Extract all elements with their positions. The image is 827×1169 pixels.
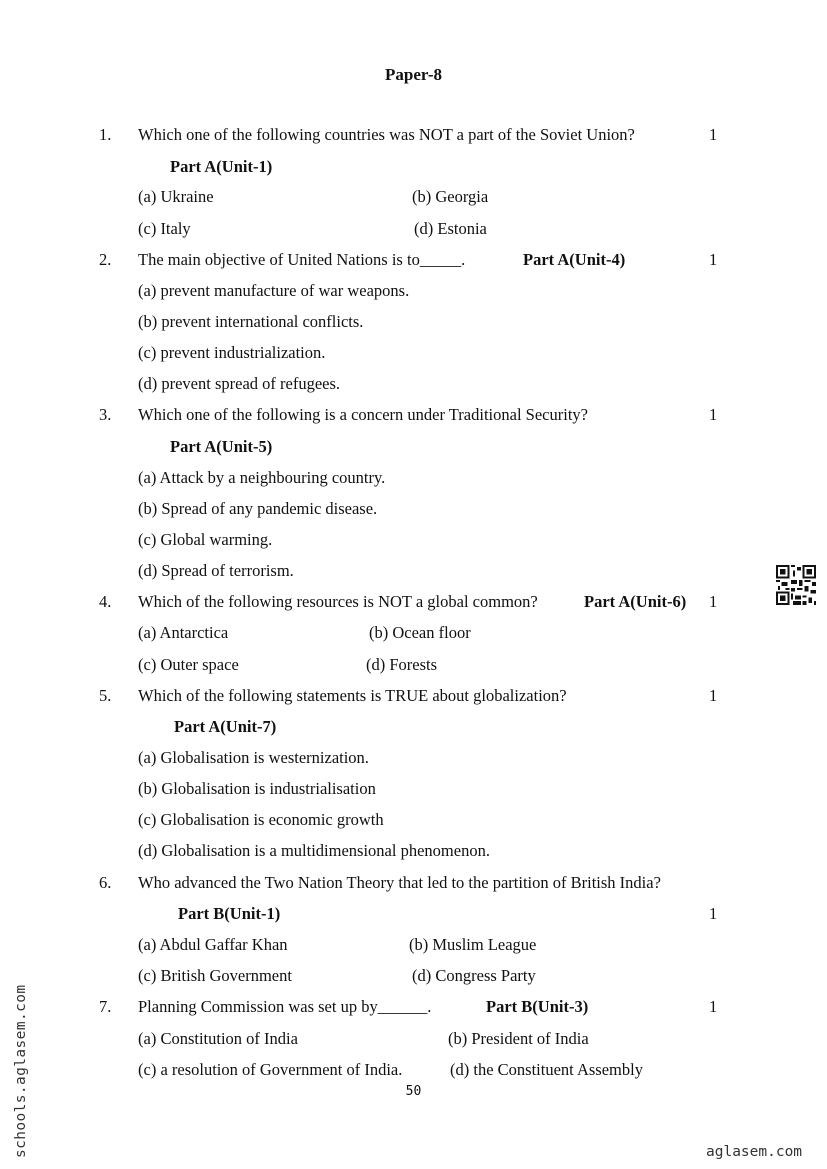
question-part: Part B(Unit-3) <box>486 997 589 1016</box>
question-text: Which of the following statements is TRUE about globalization? <box>138 686 567 705</box>
question-number: 7. <box>99 997 112 1016</box>
option-d: (d) Congress Party <box>412 966 536 985</box>
option-d: (d) Forests <box>366 655 438 674</box>
qr-code-icon <box>776 565 816 605</box>
question-number: 5. <box>99 686 112 705</box>
question-part: Part A(Unit-7) <box>174 717 277 736</box>
question-number: 4. <box>99 592 112 611</box>
option-a: (a) Abdul Gaffar Khan <box>138 935 288 954</box>
question-text: Which one of the following countries was NOT a part of the Soviet Union? <box>138 125 635 144</box>
question-marks: 1 <box>709 405 718 424</box>
option-a: (a) Antarctica <box>138 623 229 642</box>
option-b: (b) Georgia <box>412 187 489 206</box>
question-text: Which of the following resources is NOT a global common? <box>138 592 538 611</box>
option-b: (b) prevent international conflicts. <box>138 312 364 331</box>
question-number: 1. <box>99 125 112 144</box>
question-part: Part B(Unit-1) <box>178 904 281 923</box>
question-number: 3. <box>99 405 112 424</box>
option-c: (c) British Government <box>138 966 292 985</box>
question-number: 2. <box>99 250 112 269</box>
option-a: (a) Constitution of India <box>138 1029 298 1048</box>
option-d: (d) Globalisation is a multidimensional phenomenon. <box>138 841 490 860</box>
option-b: (b) Ocean floor <box>369 623 471 642</box>
option-a: (a) Ukraine <box>138 187 214 206</box>
option-b: (b) Muslim League <box>409 935 537 954</box>
option-d: (d) the Constituent Assembly <box>450 1060 643 1079</box>
option-b: (b) Spread of any pandemic disease. <box>138 499 378 518</box>
question-text: The main objective of United Nations is to_____. <box>138 250 466 269</box>
question-part: Part A(Unit-5) <box>170 437 273 456</box>
question-part: Part A(Unit-6) <box>584 592 687 611</box>
question-marks: 1 <box>709 592 718 611</box>
option-c: (c) a resolution of Government of India. <box>138 1060 403 1079</box>
page-title: Paper-8 <box>385 65 442 84</box>
question-marks: 1 <box>709 125 718 144</box>
option-a: (a) Globalisation is westernization. <box>138 748 369 767</box>
option-c: (c) prevent industrialization. <box>138 343 326 362</box>
question-text: Who advanced the Two Nation Theory that led to the partition of British India? <box>138 873 661 892</box>
option-c: (c) Global warming. <box>138 530 273 549</box>
question-marks: 1 <box>709 250 718 269</box>
question-marks: 1 <box>709 686 718 705</box>
page-number: 50 <box>405 1084 422 1099</box>
question-part: Part A(Unit-1) <box>170 157 273 176</box>
question-part: Part A(Unit-4) <box>523 250 626 269</box>
option-d: (d) Estonia <box>414 219 487 238</box>
option-a: (a) Attack by a neighbouring country. <box>138 468 386 487</box>
question-marks: 1 <box>709 904 718 923</box>
question-text: Which one of the following is a concern under Traditional Security? <box>138 405 588 424</box>
option-d: (d) prevent spread of refugees. <box>138 374 341 393</box>
option-c: (c) Italy <box>138 219 191 238</box>
option-d: (d) Spread of terrorism. <box>138 561 294 580</box>
option-c: (c) Globalisation is economic growth <box>138 810 384 829</box>
option-c: (c) Outer space <box>138 655 239 674</box>
side-watermark: schools.aglasem.com <box>13 984 29 1158</box>
question-text: Planning Commission was set up by______. <box>138 997 432 1016</box>
question-marks: 1 <box>709 997 718 1016</box>
option-a: (a) prevent manufacture of war weapons. <box>138 281 410 300</box>
bottom-watermark: aglasem.com <box>706 1144 803 1160</box>
question-number: 6. <box>99 873 112 892</box>
option-b: (b) Globalisation is industrialisation <box>138 779 376 798</box>
option-b: (b) President of India <box>448 1029 589 1048</box>
